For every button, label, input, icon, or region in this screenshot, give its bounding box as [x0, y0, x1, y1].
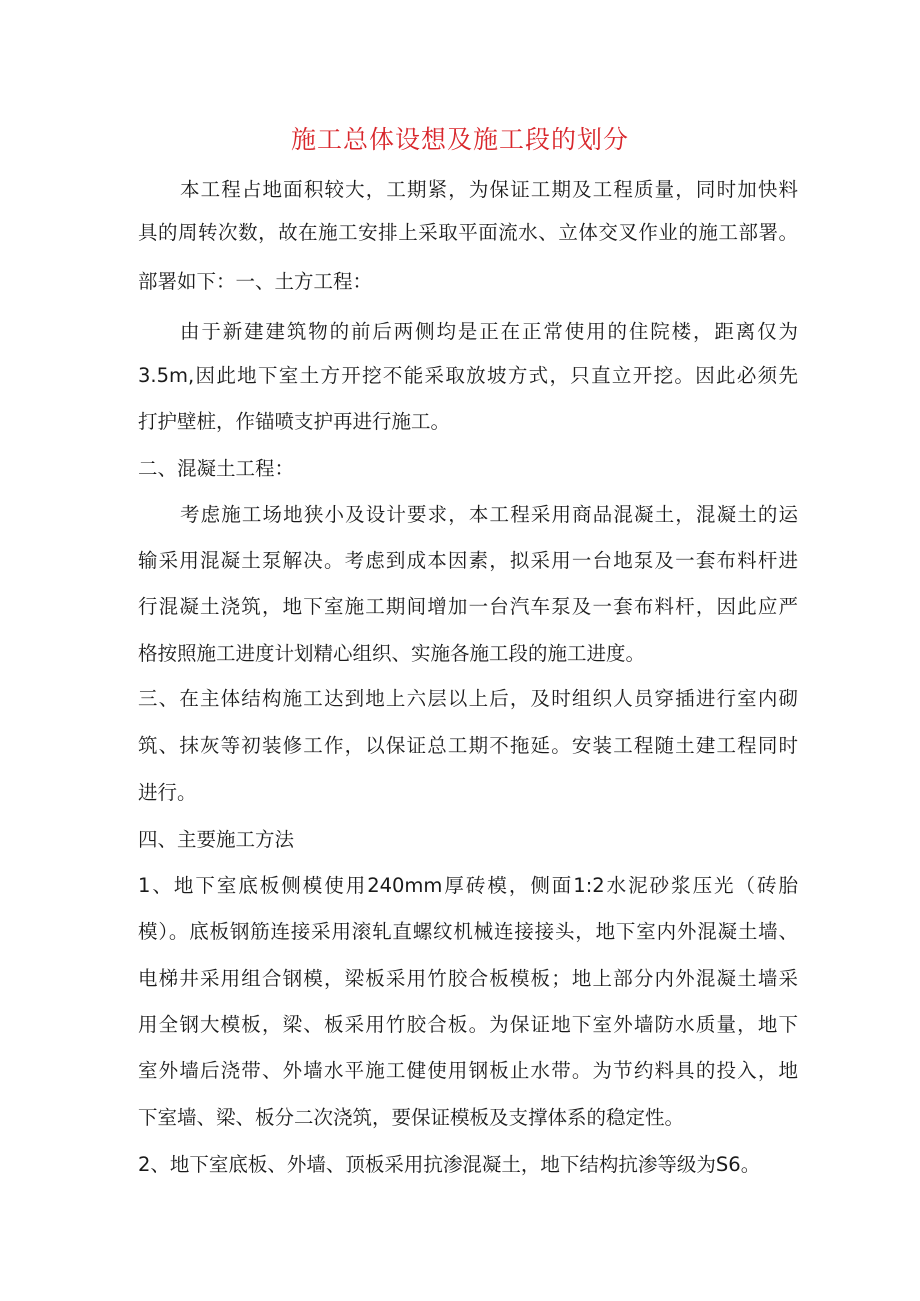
paragraph-line-18: 电梯井采用组合钢模，梁板采用竹胶合板模板；地上部分内外混凝土墙采: [138, 967, 798, 990]
paragraph-line-19: 用全钢大模板，梁、板采用竹胶合板。为保证地下室外墙防水质量，地下: [138, 1013, 798, 1036]
paragraph-line-8: 考虑施工场地狭小及设计要求，本工程采用商品混凝土，混凝土的运: [180, 503, 798, 526]
paragraph-line-2: 具的周转次数，故在施工安排上采取平面流水、立体交叉作业的施工部署。: [138, 221, 798, 244]
paragraph-line-11: 格按照施工进度计划精心组织、实施各施工段的施工进度。: [138, 642, 646, 665]
paragraph-line-9: 输采用混凝土泵解决。考虑到成本因素，拟采用一台地泵及一套布料杆进: [138, 549, 798, 572]
paragraph-line-20: 室外墙后浇带、外墙水平施工健使用钢板止水带。为节约料具的投入，地: [138, 1059, 798, 1082]
paragraph-line-10: 行混凝土浇筑，地下室施工期间增加一台汽车泵及一套布料杆，因此应严: [138, 595, 798, 618]
paragraph-line-14: 进行。: [138, 781, 197, 804]
paragraph-line-17: 模）。底板钢筋连接采用滚轧直螺纹机械连接接头，地下室内外混凝土墙、: [138, 920, 798, 943]
paragraph-line-13: 筑、抹灰等初装修工作，以保证总工期不拖延。安装工程随土建工程同时: [138, 734, 798, 757]
paragraph-line-12: 三、在主体结构施工达到地上六层以上后，及时组织人员穿插进行室内砌: [138, 687, 798, 710]
document-title: 施工总体设想及施工段的划分: [290, 125, 629, 154]
paragraph-line-16: 1、地下室底板侧模使用240mm厚砖模，侧面1:2水泥砂浆压光（砖胎: [138, 874, 798, 897]
paragraph-line-4: 由于新建建筑物的前后两侧均是正在正常使用的住院楼，距离仅为: [180, 320, 798, 343]
section-heading-concrete: 二、混凝土工程：: [138, 457, 295, 480]
section-heading-methods: 四、主要施工方法: [138, 828, 295, 851]
paragraph-line-3: 部署如下：一、土方工程：: [138, 270, 373, 293]
paragraph-line-5: 3.5m,因此地下室土方开挖不能采取放坡方式，只直立开挖。因此必须先: [138, 364, 798, 387]
paragraph-line-22: 2、地下室底板、外墙、顶板采用抗渗混凝土，地下结构抗渗等级为S6。: [138, 1153, 761, 1176]
paragraph-line-21: 下室墙、梁、板分二次浇筑，要保证模板及支撑体系的稳定性。: [138, 1106, 685, 1129]
paragraph-line-6: 打护壁桩，作锚喷支护再进行施工。: [138, 410, 451, 433]
paragraph-line-1: 本工程占地面积较大，工期紧，为保证工期及工程质量，同时加快料: [180, 178, 798, 201]
